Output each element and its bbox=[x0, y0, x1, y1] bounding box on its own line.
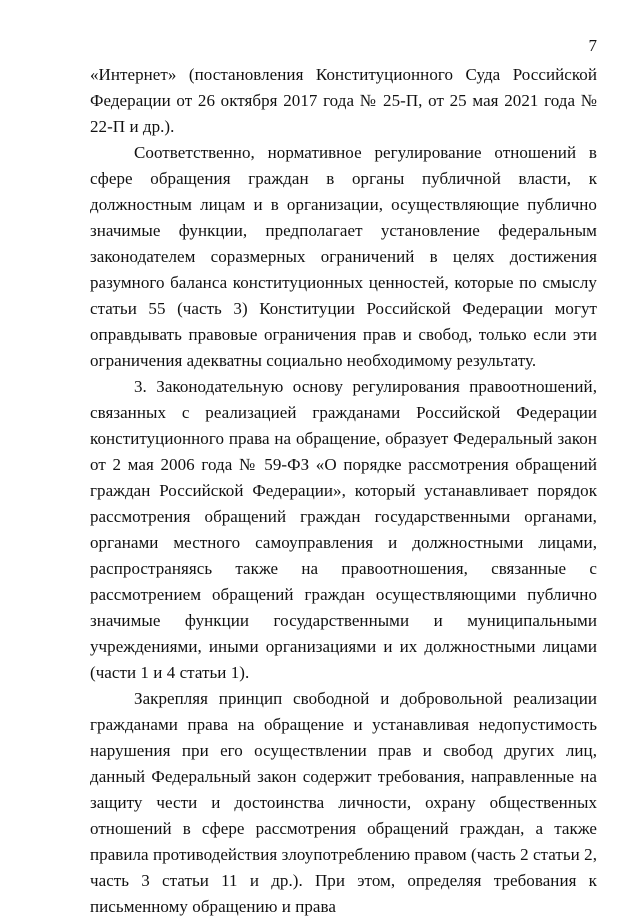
document-body bbox=[90, 62, 597, 920]
paragraph-section-3: 3. Законодательную основу регулирования правоотношений, связанных с реализацией гражданами Российской Федерации конституционного права на обращение, образует Федеральный закон от 2 мая 2006 года № 59-ФЗ «О порядке рассмотрения обращений граждан Российской Федерации», который устанавливает порядок рассмотрения обращений граждан государственными органами, органами местного самоуправления и должностными лицами, распространяясь также на правоотношения, связанные с рассмотрением обращений граждан осуществляющими публично значимые функции государственными и муниципальными учреждениями, иными организациями и их должностными лицами (части 1 и 4 статьи 1). bbox=[90, 377, 597, 682]
paragraph-principle: Закрепляя принцип свободной и добровольной реализации гражданами права на обращение и устанавливая недопустимость нарушения при его осуществлении прав и свобод других лиц, данный Федеральный закон содержит требования, направленные на защиту чести и достоинства личности, охрану общественных отношений в сфере рассмотрения обращений граждан, а также правила противодействия злоупотреблению правом (часть 2 статьи 2, часть 3 статьи 11 и др.). При этом, определяя требования к письменному обращению и права bbox=[90, 689, 597, 916]
page-number: 7 bbox=[588, 36, 597, 55]
paragraph-regulation: Соответственно, нормативное регулирование отношений в сфере обращения граждан в органы публичной власти, к должностным лицам и в организации, осуществляющие публично значимые функции, предполагает установление федеральным законодателем соразмерных ограничений в целях достижения разумного баланса конституционных ценностей, которые по смыслу статьи 55 (часть 3) Конституции Российской Федерации могут оправдывать правовые ограничения прав и свобод, только если эти ограничения адекватны социально необходимому результату. bbox=[90, 143, 597, 370]
paragraph-continuation: «Интернет» (постановления Конституционного Суда Российской Федерации от 26 октября 2017 года № 25-П, от 25 мая 2021 года № 22-П и др.). bbox=[90, 65, 597, 136]
